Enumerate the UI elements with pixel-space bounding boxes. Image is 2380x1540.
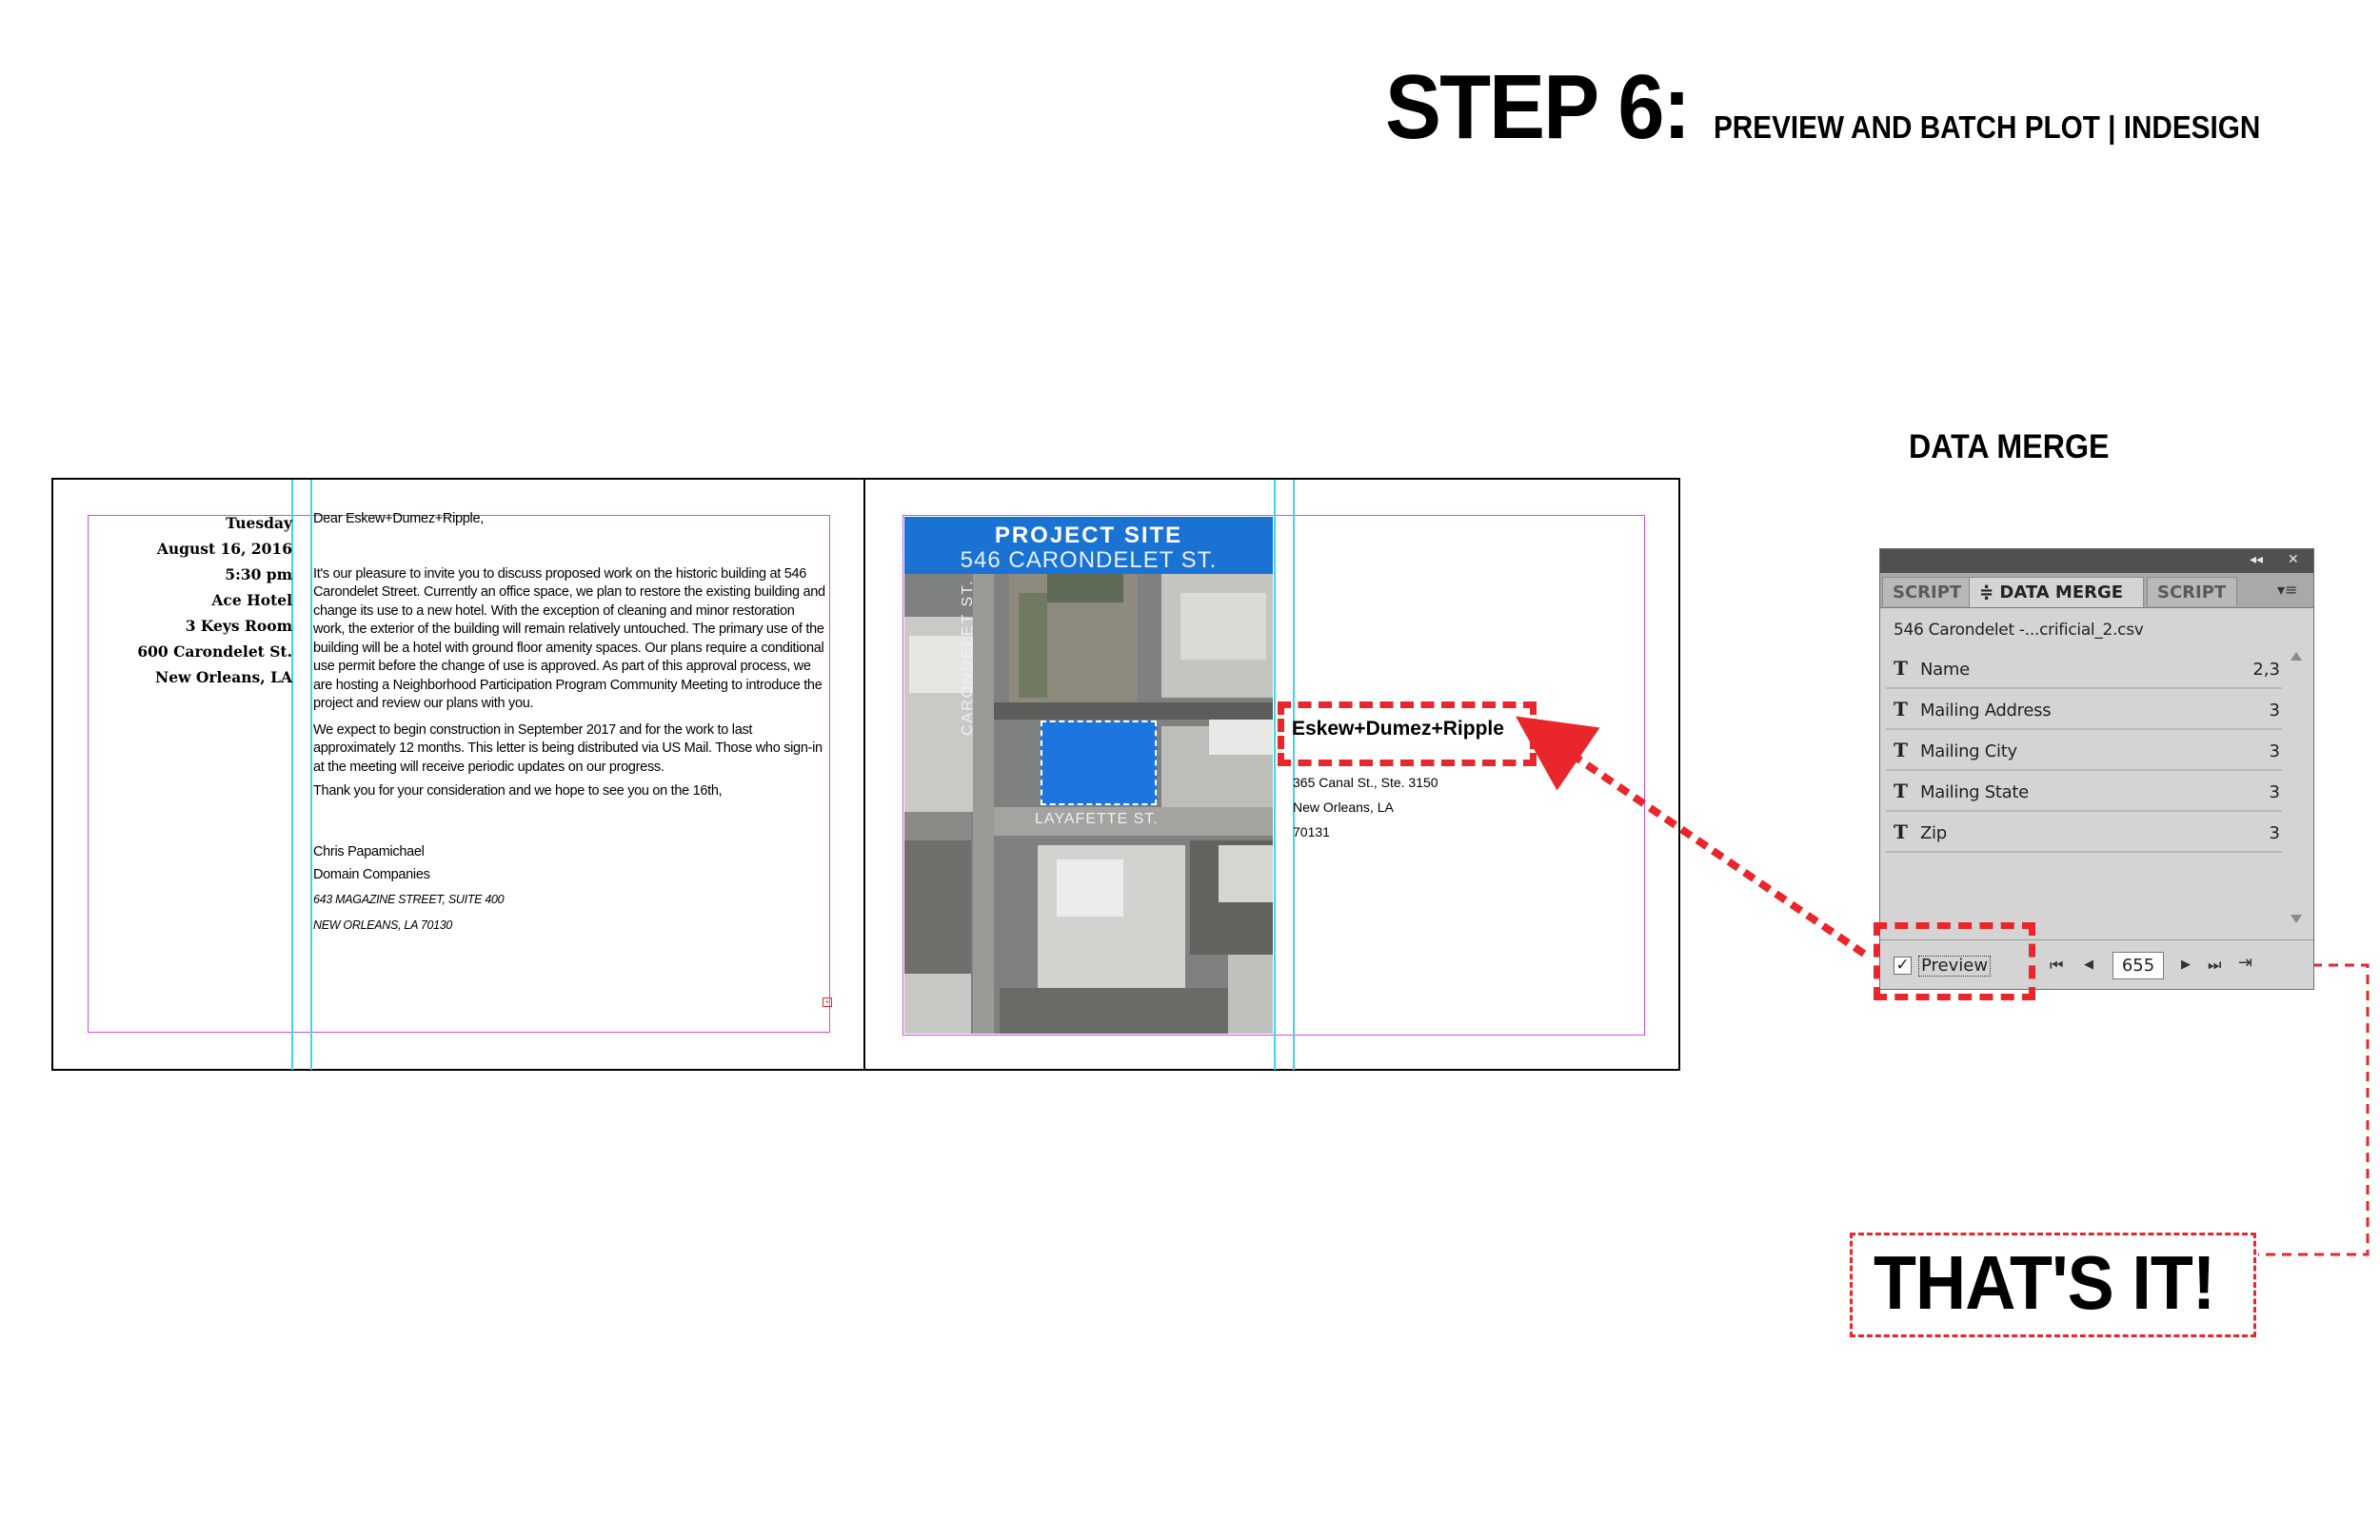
event-street: 600 Carondelet St.	[137, 642, 292, 661]
create-merged-document-icon[interactable]: ⇥	[2238, 953, 2253, 973]
field-row-zip[interactable]	[1886, 813, 2282, 853]
event-room: 3 Keys Room	[185, 617, 292, 635]
csv-source-name: 546 Carondelet -...crificial_2.csv	[1894, 621, 2144, 640]
mailing-name: Eskew+Dumez+Ripple	[1292, 718, 1504, 740]
field-name: Name	[1920, 660, 1970, 680]
signer-address: 643 MAGAZINE STREET, SUITE 400	[313, 892, 505, 906]
previous-record-icon[interactable]: ◀	[2084, 958, 2093, 972]
tab-data-merge-label: DATA MERGE	[1999, 582, 2124, 602]
field-name: Mailing City	[1920, 741, 2017, 761]
event-date: August 16, 2016	[156, 540, 292, 558]
field-name: Zip	[1920, 823, 1947, 843]
field-page: 2,3	[2252, 660, 2280, 680]
tab-script[interactable]: SCRIPT	[1882, 577, 1970, 606]
field-row-mailing-address[interactable]	[1886, 690, 2282, 730]
mailing-address: 365 Canal St., Ste. 3150	[1293, 775, 1438, 790]
field-row-name[interactable]	[1886, 649, 2282, 689]
preview-highlight	[1874, 922, 2035, 1000]
mailing-city-state: New Orleans, LA	[1293, 800, 1394, 815]
first-record-icon[interactable]: ⏮	[2050, 956, 2064, 974]
text-field-icon: T	[1894, 820, 1908, 843]
panel-title-bar[interactable]	[1880, 549, 2313, 573]
street-label-carondelet: CARONDELET ST.	[960, 579, 976, 736]
signer-address: NEW ORLEANS, LA 70130	[313, 918, 453, 932]
step-label: STEP 6:	[1385, 56, 1690, 158]
thats-it-text: THAT'S IT!	[1874, 1240, 2215, 1325]
letter-paragraph: Thank you for your consideration and we hope to see you on the 16th,	[313, 783, 723, 799]
next-record-icon[interactable]: ▶	[2181, 958, 2191, 972]
letter-salutation: Dear Eskew+Dumez+Ripple,	[313, 511, 484, 526]
field-page: 3	[2269, 782, 2280, 802]
step-subtitle: PREVIEW AND BATCH PLOT | INDESIGN	[1714, 109, 2261, 145]
close-icon[interactable]: ✕	[2288, 552, 2299, 567]
field-page: 3	[2269, 823, 2280, 843]
field-row-mailing-state[interactable]	[1886, 772, 2282, 812]
field-row-mailing-city[interactable]	[1886, 731, 2282, 771]
event-venue: Ace Hotel	[211, 591, 292, 609]
street-label-lafayette: LAYAFETTE ST.	[1035, 811, 1159, 827]
panel-tabs	[1880, 573, 2313, 608]
text-field-icon: T	[1894, 739, 1908, 761]
field-list-scrollbar[interactable]	[2288, 652, 2305, 923]
map-subtitle: 546 CARONDELET ST.	[960, 547, 1218, 573]
record-number-input[interactable]: 655	[2112, 952, 2164, 979]
field-page: 3	[2269, 701, 2280, 721]
tab-script[interactable]: SCRIPT	[2147, 577, 2237, 606]
collapse-icon[interactable]: ◂◂	[2250, 552, 2264, 567]
last-record-icon[interactable]: ⏭	[2208, 956, 2222, 974]
tab-data-merge[interactable]	[1969, 577, 2144, 607]
letter-paragraph: It's our pleasure to invite you to discuss proposed work on the historic building at 546 Carondelet Street. Currently an office space, we plan to restore the existing building and change its use to a new hotel. With the exception of cleaning and minor restoration work, the exterior of the building will remain relatively untouched. The primary use of the building will be a hotel with ground floor amenity spaces. Our plans require a conditional use permit before the change of use is approved. As part of this approval process, we are hosting a Neighborhood Participation Program Community Meeting to introduce the project and review our plans with you.	[313, 565, 825, 711]
field-list	[1886, 649, 2282, 897]
data-merge-heading: DATA MERGE	[1909, 428, 2110, 465]
overset-marker: +	[823, 997, 832, 1007]
field-page: 3	[2269, 741, 2280, 761]
text-field-icon: T	[1894, 780, 1908, 802]
field-name: Mailing State	[1920, 782, 2029, 802]
panel-menu-icon[interactable]: ▾≡	[2277, 581, 2298, 599]
scroll-up-icon[interactable]	[2291, 652, 2302, 661]
event-day: Tuesday	[226, 514, 292, 532]
text-field-icon: T	[1894, 698, 1908, 721]
arrow-to-merged-name	[1547, 738, 1864, 954]
preview-label[interactable]: Preview	[1918, 956, 1991, 977]
thats-it-callout	[1850, 1233, 2256, 1337]
mailing-zip: 70131	[1293, 824, 1330, 839]
signer-company: Domain Companies	[313, 867, 430, 882]
scroll-down-icon[interactable]	[2291, 915, 2302, 923]
connector-to-thats-it	[2258, 965, 2368, 1254]
map-title: PROJECT SITE	[994, 523, 1183, 548]
tab-sort-icon: ≑	[1979, 582, 1994, 602]
event-time: 5:30 pm	[225, 565, 292, 583]
field-name: Mailing Address	[1920, 701, 2052, 721]
event-city: New Orleans, LA	[155, 668, 292, 686]
preview-checkbox[interactable]: ✓	[1894, 957, 1912, 975]
text-field-icon: T	[1894, 657, 1908, 680]
signer-name: Chris Papamichael	[313, 843, 425, 859]
letter-paragraph: We expect to begin construction in September 2017 and for the work to last approximately 12 months. This letter is being distributed via US Mail. Those who sign-in at the meeting will receive periodic updates on our progress.	[313, 721, 823, 775]
